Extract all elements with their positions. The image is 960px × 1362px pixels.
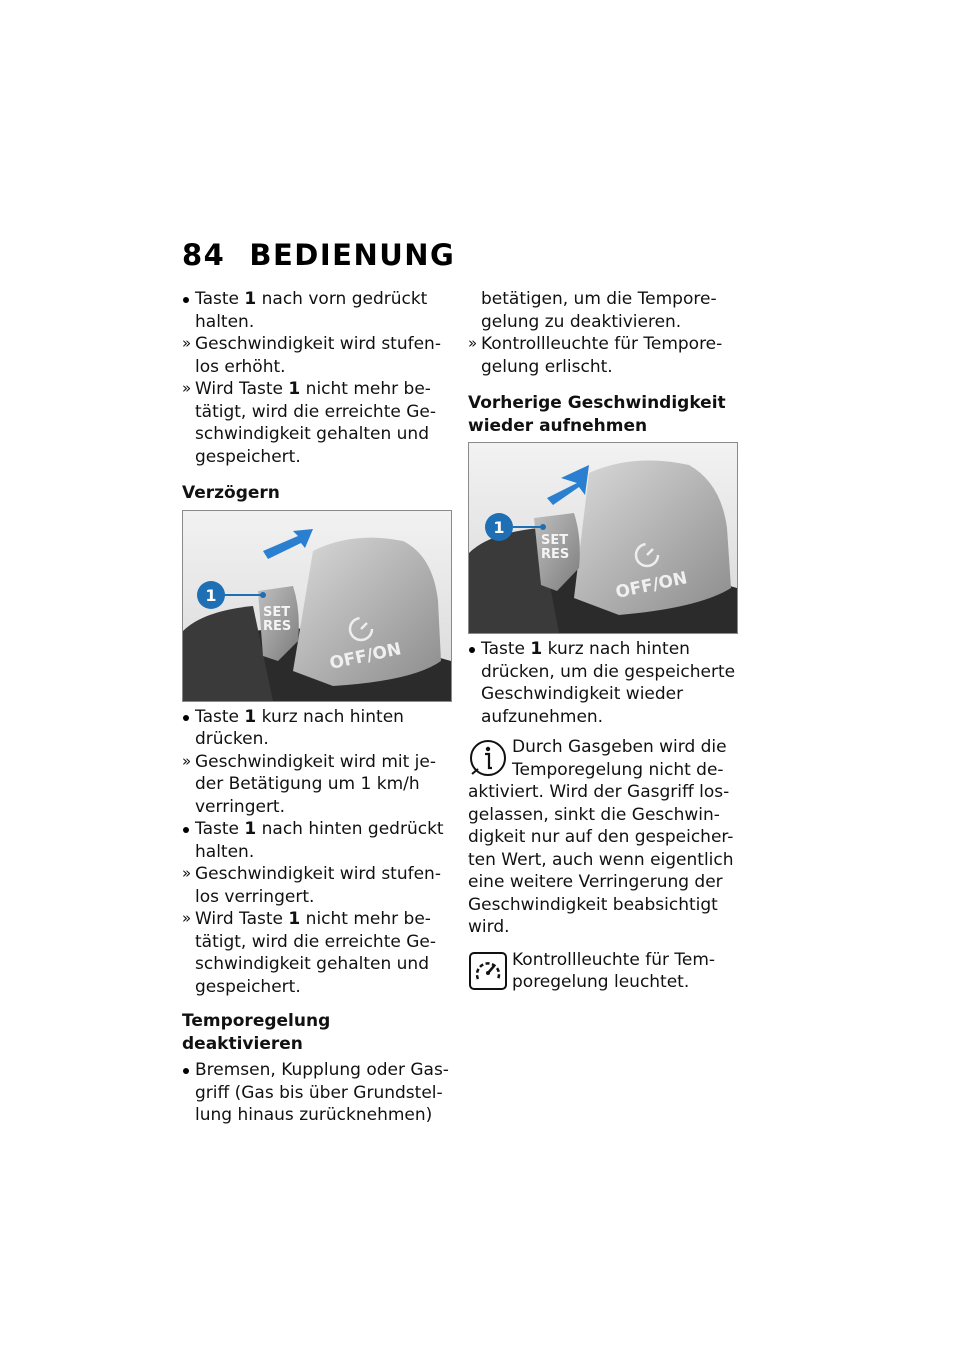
result-item: » Wird Taste 1 nicht mehr be- tätigt, wird die erreichte Ge- schwindigkeit gehalten und gespeichert. bbox=[182, 908, 452, 998]
result-item: » Geschwindigkeit wird mit je- der Betätigung um 1 km/h verringert. bbox=[182, 751, 452, 819]
indicator-note: Kontrollleuchte für Tem- poregelung leuchtet. bbox=[468, 949, 738, 994]
handlebar-switch-illustration bbox=[183, 511, 451, 701]
section-heading-decelerate: Verzögern bbox=[182, 483, 280, 503]
list-item-continued: betätigen, um die Tempore- gelung zu deaktivieren. bbox=[481, 289, 717, 332]
right-column bbox=[468, 288, 738, 994]
section-heading-resume: Vorherige Geschwindigkeit wieder aufnehmen bbox=[468, 393, 726, 436]
list-item: Taste 1 nach hinten gedrückt halten. bbox=[182, 818, 452, 863]
figure-set-res-button bbox=[182, 510, 452, 702]
list-item: Taste 1 kurz nach hinten drücken. bbox=[182, 706, 452, 751]
page-title: BEDIENUNG bbox=[249, 238, 456, 272]
svg-text:RES: RES bbox=[263, 618, 292, 634]
svg-text:SET: SET bbox=[263, 604, 291, 620]
svg-text:OFF/ON: OFF/ON bbox=[613, 568, 690, 603]
section-heading-deactivate: Temporegelung deaktivieren bbox=[182, 1011, 331, 1054]
list-item: Taste 1 nach vorn gedrückt halten. bbox=[182, 288, 452, 333]
cruise-control-indicator-icon bbox=[468, 951, 508, 991]
page-number: 84 bbox=[182, 238, 226, 272]
result-item: » Wird Taste 1 nicht mehr be- tätigt, wird die erreichte Ge- schwindigkeit gehalten und gespeichert. bbox=[182, 378, 452, 468]
figure-set-res-button bbox=[468, 442, 738, 634]
svg-text:OFF/ON: OFF/ON bbox=[327, 638, 404, 674]
left-column bbox=[182, 288, 452, 1127]
svg-text:SET: SET bbox=[541, 533, 569, 548]
list-item: Bremsen, Kupplung oder Gas- griff (Gas bis über Grundstel- lung hinaus zurücknehmen) bbox=[182, 1059, 452, 1127]
svg-text:1: 1 bbox=[205, 585, 217, 605]
list-item: Taste 1 kurz nach hinten drücken, um die gespeicherte Geschwindigkeit wieder aufzunehmen. bbox=[468, 638, 738, 728]
result-item: » Kontrollleuchte für Tempore- gelung erlischt. bbox=[468, 333, 738, 378]
info-icon bbox=[468, 738, 508, 778]
result-item: » Geschwindigkeit wird stufen- los verringert. bbox=[182, 863, 452, 908]
page-header bbox=[182, 238, 455, 272]
svg-text:1: 1 bbox=[493, 518, 505, 537]
svg-text:RES: RES bbox=[541, 547, 570, 562]
info-note: Durch Gasgeben wird die Temporegelung nicht de- aktiviert. Wird der Gasgriff los- gelassen, sinkt die Geschwin- digkeit nur auf den gespeicher- ten Wert, auch wenn eigentlich eine weitere Verringerung der Geschwindigkeit beabsichtigt wird. bbox=[468, 737, 734, 937]
handlebar-switch-illustration bbox=[469, 443, 737, 633]
result-item: » Geschwindigkeit wird stufen- los erhöht. bbox=[182, 333, 452, 378]
